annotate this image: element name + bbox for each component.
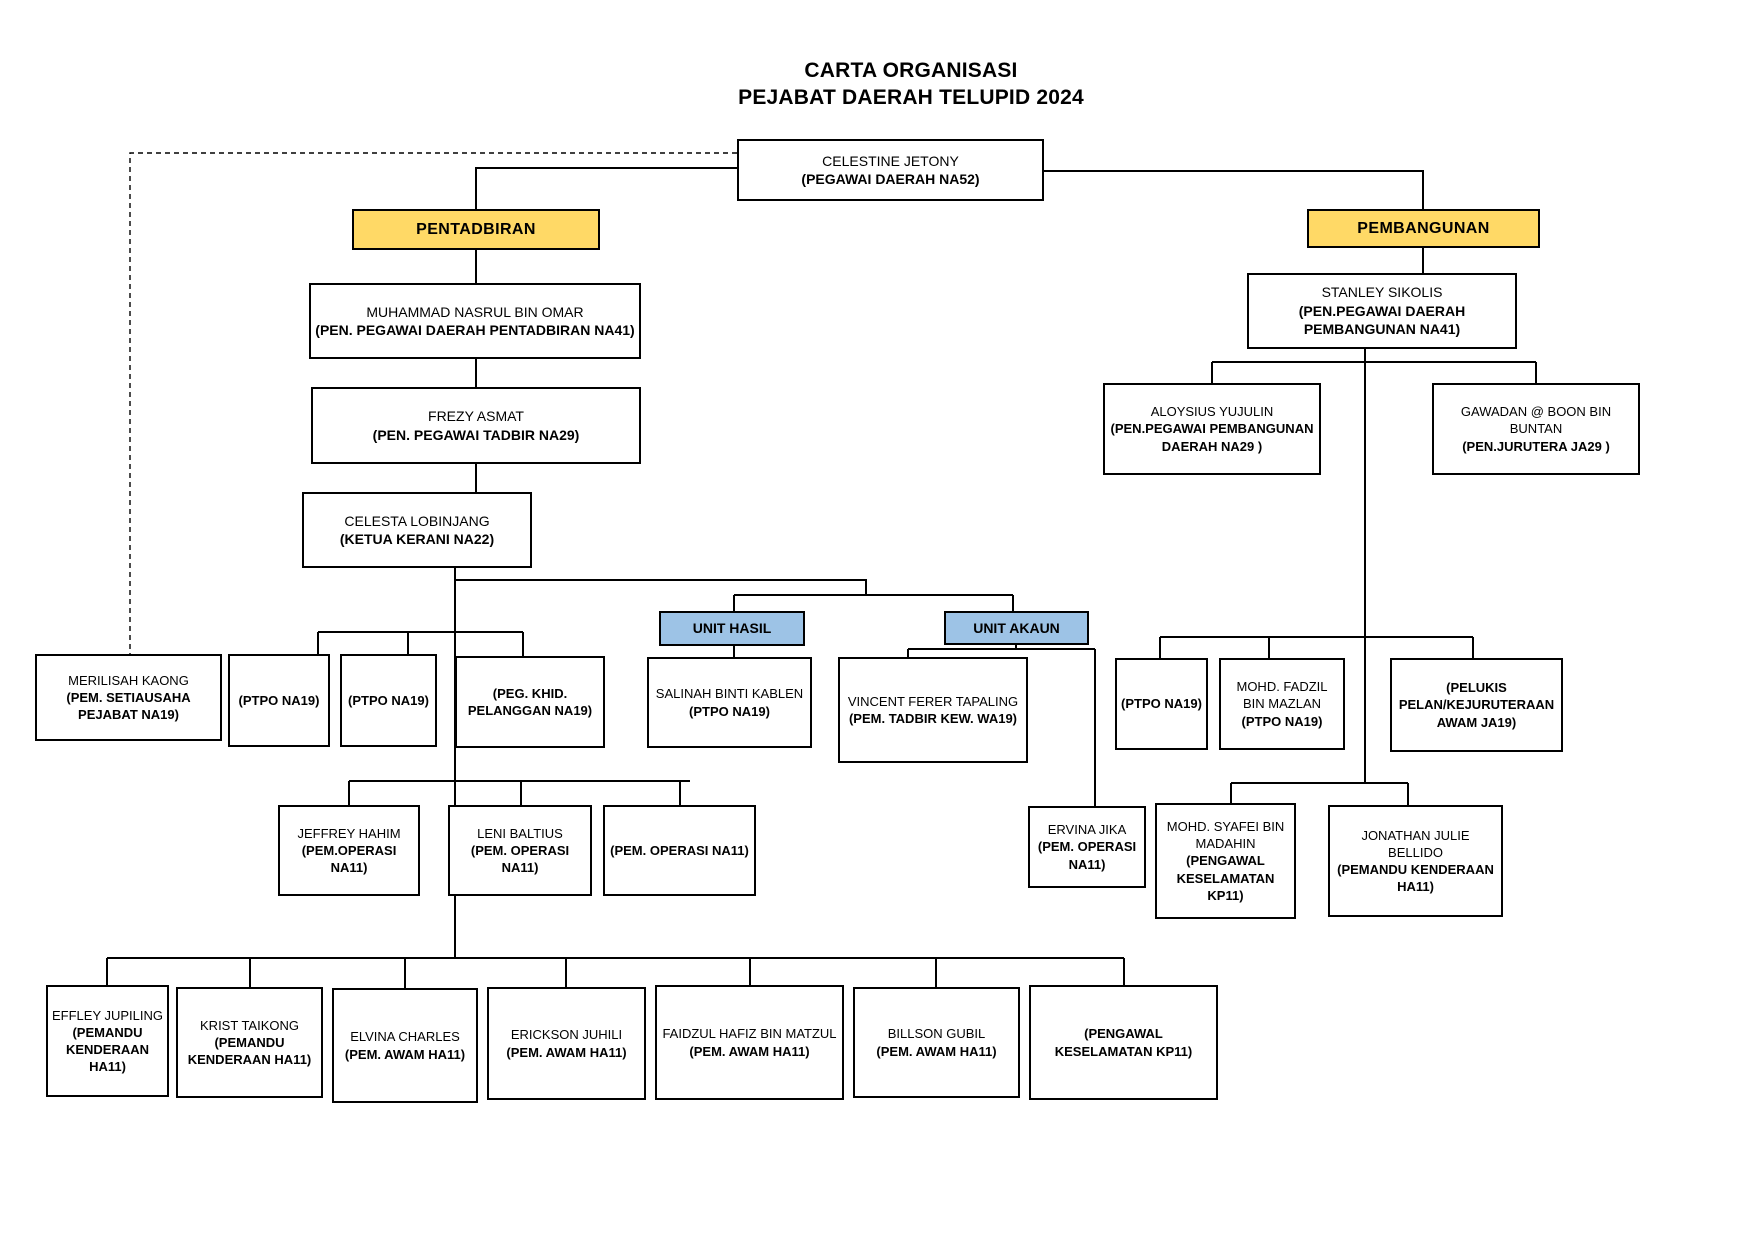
node-jeffrey	[278, 805, 420, 896]
person-role: (PENGAWAL KESELAMATAN KP11)	[1176, 853, 1275, 903]
node-pentadbiran-header	[352, 209, 600, 250]
person-name: FAIDZUL HAFIZ BIN MATZUL	[662, 1026, 837, 1042]
node-frezy	[311, 387, 641, 464]
node-muhammad	[309, 283, 641, 359]
branch-label: PENTADBIRAN	[416, 220, 536, 238]
person-role: (PELUKIS PELAN/KEJURUTERAAN AWAM JA19)	[1398, 680, 1555, 730]
node-merilisah	[35, 654, 222, 741]
person-role: (PEN. PEGAWAI TADBIR NA29)	[372, 426, 580, 443]
node-fadzil	[1219, 658, 1345, 750]
node-pelukis	[1390, 658, 1563, 752]
node-pegkhid	[455, 656, 605, 748]
person-role: (PTPO NA19)	[689, 703, 770, 719]
chart-title-line1: CARTA ORGANISASI	[804, 59, 1018, 82]
person-role: (PEN.JURUTERA JA29 )	[1462, 438, 1610, 454]
person-name: JONATHAN JULIE BELLIDO	[1361, 827, 1470, 860]
person-role: (PEM. OPERASI NA11)	[470, 842, 570, 876]
node-unit-hasil-header	[659, 611, 805, 646]
person-role: (PTPO NA19)	[1121, 696, 1202, 712]
node-aloysius	[1103, 383, 1321, 475]
chart-title-line2: PEJABAT DAERAH TELUPID 2024	[738, 86, 1084, 110]
person-name: JEFFREY HAHIM	[297, 825, 401, 841]
node-salinah	[647, 657, 812, 748]
node-effley	[46, 985, 169, 1097]
person-name: CELESTA LOBINJANG	[344, 512, 490, 529]
person-role: (PEM.OPERASI NA11)	[301, 842, 397, 876]
node-vincent	[838, 657, 1028, 763]
person-name: ALOYSIUS YUJULIN	[1150, 404, 1274, 420]
person-name: ERICKSON JUHILI	[510, 1027, 623, 1043]
person-role: (PEM. OPERASI NA11)	[610, 842, 749, 858]
node-stanley	[1247, 273, 1517, 349]
person-role: (PEM. AWAM HA11)	[506, 1044, 627, 1060]
node-pembangunan-header	[1307, 209, 1540, 248]
person-name: MERILISAH KAONG	[68, 672, 189, 688]
person-name: MOHD. SYAFEI BIN MADAHIN	[1166, 819, 1285, 852]
person-name: BILLSON GUBIL	[887, 1026, 986, 1042]
person-role: (PEM. AWAM HA11)	[344, 1046, 466, 1062]
person-role: (PEM. OPERASI NA11)	[1037, 839, 1137, 872]
person-role: (PEMANDU KENDERAAN HA11)	[187, 1034, 312, 1068]
person-role: (PEM. TADBIR KEW. WA19)	[848, 711, 1018, 726]
unit-label: UNIT AKAUN	[973, 619, 1060, 636]
person-role: (PEG. KHID. PELANGGAN NA19)	[467, 685, 593, 718]
unit-label: UNIT HASIL	[692, 620, 772, 637]
node-ptpo1	[228, 654, 330, 747]
person-role: (PEN.PEGAWAI DAERAH PEMBANGUNAN NA41)	[1298, 302, 1466, 338]
person-role: (PEN. PEGAWAI DAERAH PENTADBIRAN NA41)	[315, 322, 635, 338]
person-name: MUHAMMAD NASRUL BIN OMAR	[366, 303, 584, 320]
person-role: (PTPO NA19)	[348, 692, 429, 708]
person-name: EFFLEY JUPILING	[52, 1007, 164, 1023]
node-elvina	[332, 988, 478, 1103]
node-celesta	[302, 492, 532, 568]
person-role: (KETUA KERANI NA22)	[339, 531, 495, 547]
person-name: MOHD. FADZIL BIN MAZLAN	[1236, 679, 1328, 712]
person-name: VINCENT FERER TAPALING	[847, 693, 1019, 709]
person-name: ELVINA CHARLES	[350, 1029, 460, 1045]
node-celestine	[737, 139, 1044, 201]
node-faidzul	[655, 985, 844, 1100]
node-krist	[176, 987, 323, 1098]
node-pem-operasi	[603, 805, 756, 896]
person-role: (PTPO NA19)	[238, 692, 320, 708]
node-jonathan	[1328, 805, 1503, 917]
person-role: (PEM. AWAM HA11)	[689, 1043, 810, 1059]
node-gawadan	[1432, 383, 1640, 475]
person-role: (PEM. AWAM HA11)	[876, 1043, 997, 1059]
person-role: (PEM. SETIAUSAHA PEJABAT NA19)	[66, 689, 191, 723]
node-billson	[853, 987, 1020, 1098]
node-unit-akaun-header	[944, 611, 1089, 645]
node-syafei	[1155, 803, 1296, 919]
node-ptpo-right	[1115, 658, 1208, 750]
person-role: (PEMANDU KENDERAAN HA11)	[65, 1024, 150, 1075]
person-role: (PTPO NA19)	[1241, 713, 1323, 729]
node-erickson	[487, 987, 646, 1100]
person-name: LENI BALTIUS	[477, 825, 563, 841]
person-name: ERVINA JIKA	[1047, 822, 1127, 838]
node-leni	[448, 805, 592, 896]
node-pengawal	[1029, 985, 1218, 1100]
person-name: CELESTINE JETONY	[822, 152, 959, 169]
node-ervina	[1028, 806, 1146, 888]
node-ptpo2	[340, 654, 437, 747]
person-name: GAWADAN @ BOON BIN BUNTAN	[1460, 404, 1612, 437]
person-name: KRIST TAIKONG	[200, 1017, 299, 1033]
person-name: FREZY ASMAT	[428, 408, 524, 425]
person-role: (PENGAWAL KESELAMATAN KP11)	[1054, 1026, 1193, 1059]
person-role: (PEMANDU KENDERAAN HA11)	[1337, 862, 1494, 895]
person-role: (PEN.PEGAWAI PEMBANGUNAN DAERAH NA29 )	[1110, 421, 1314, 454]
person-role: (PEGAWAI DAERAH NA52)	[801, 171, 980, 187]
person-name: SALINAH BINTI KABLEN	[655, 686, 804, 702]
branch-label: PEMBANGUNAN	[1357, 219, 1490, 237]
person-name: STANLEY SIKOLIS	[1321, 284, 1443, 301]
